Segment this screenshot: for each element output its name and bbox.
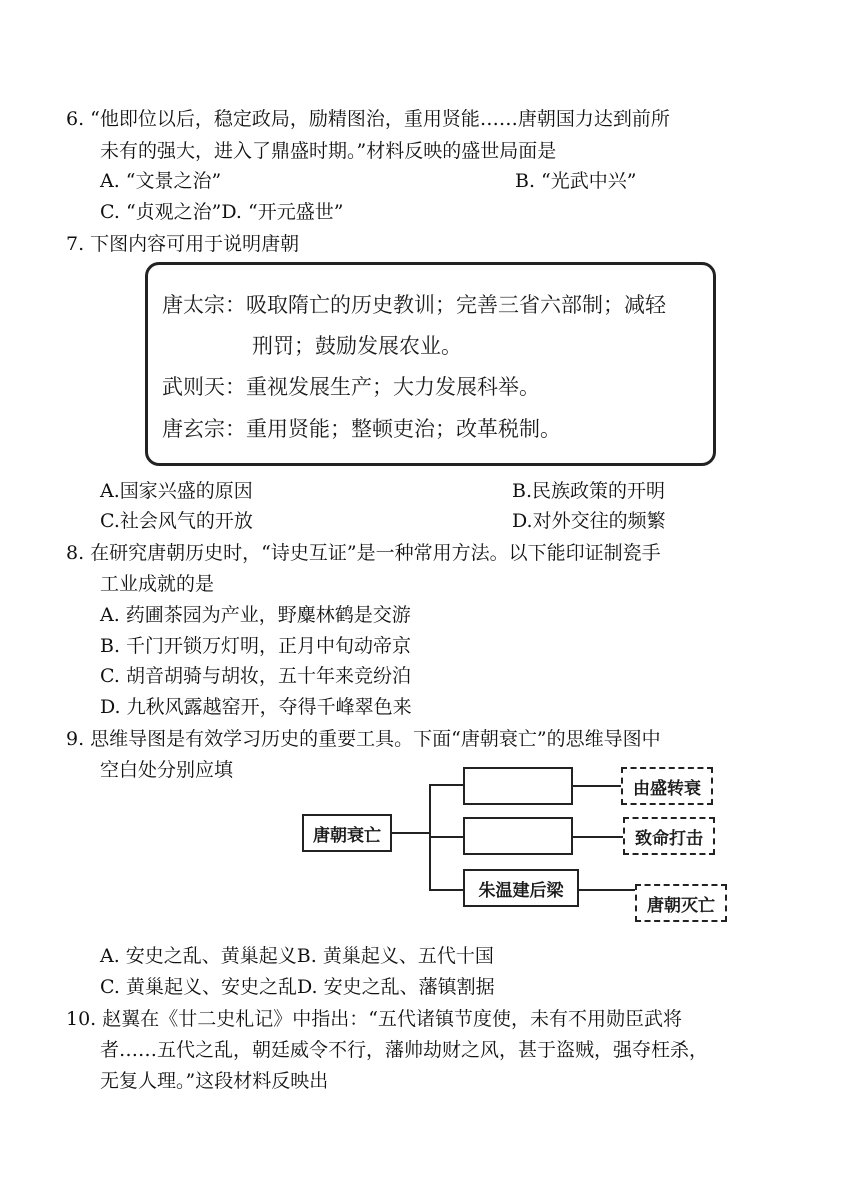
q6-option-a: A. “文景之治” xyxy=(100,170,222,192)
q7-option-b: B.民族政策的开明 xyxy=(512,480,666,502)
q7-box-line1: 唐太宗：吸取隋亡的历史教训；完善三省六部制；减轻 xyxy=(162,293,666,317)
q7-box-line4: 唐玄宗：重用贤能；整顿吏治；改革税制。 xyxy=(162,417,561,441)
q9-stem-line2: 空白处分别应填 xyxy=(100,759,234,781)
q8-option-a: A. 药圃茶园为产业，野麋林鹤是交游 xyxy=(100,604,411,626)
mindmap-blank-1 xyxy=(463,767,573,805)
q7-box-line2: 刑罚；鼓励发展农业。 xyxy=(252,334,462,358)
q6-option-b: B. “光武中兴” xyxy=(515,170,637,192)
q9-stem-line1: 9. 思维导图是有效学习历史的重要工具。下面“唐朝衰亡”的思维导图中 xyxy=(66,728,661,750)
q8-option-b: B. 千门开锁万灯明，正月中旬动帝京 xyxy=(100,635,412,657)
q9-option-cd: C. 黄巢起义、安史之乱D. 安史之乱、藩镇割据 xyxy=(100,976,495,998)
mindmap-result-1: 由盛转衰 xyxy=(621,767,713,805)
q7-stem: 7. 下图内容可用于说明唐朝 xyxy=(66,233,300,255)
mindmap-result-2: 致命打击 xyxy=(623,817,715,855)
q10-stem-line1: 10. 赵翼在《廿二史札记》中指出：“五代诸镇节度使，未有不用勋臣武将 xyxy=(66,1008,682,1030)
q8-option-c: C. 胡音胡骑与胡妆，五十年来竞纷泊 xyxy=(100,665,411,687)
mindmap-root: 唐朝衰亡 xyxy=(302,814,392,852)
q6-stem-line1: 6. “他即位以后，稳定政局，励精图治，重用贤能……唐朝国力达到前所 xyxy=(66,108,670,130)
mindmap-connector xyxy=(429,889,463,891)
q10-stem-line3: 无复人理。”这段材料反映出 xyxy=(100,1070,329,1092)
mindmap-connector xyxy=(392,832,430,834)
q8-stem-line2: 工业成就的是 xyxy=(100,573,215,595)
q9-option-ab: A. 安史之乱、黄巢起义B. 黄巢起义、五代十国 xyxy=(100,945,494,967)
q8-option-d: D. 九秋风露越窑开，夺得千峰翠色来 xyxy=(100,696,412,718)
mindmap-connector xyxy=(429,784,463,786)
mindmap-connector xyxy=(573,836,623,838)
mindmap-connector xyxy=(573,785,621,787)
q6-option-cd: C. “贞观之治”D. “开元盛世” xyxy=(100,201,344,223)
q7-option-d: D.对外交往的频繁 xyxy=(512,510,666,532)
mindmap-blank-2 xyxy=(463,817,573,855)
q7-option-a: A.国家兴盛的原因 xyxy=(100,480,253,502)
q7-material-box xyxy=(145,262,716,466)
mindmap-connector xyxy=(429,836,463,838)
mindmap-result-3: 唐朝灭亡 xyxy=(635,884,727,922)
q6-stem-line2: 未有的强大，进入了鼎盛时期。”材料反映的盛世局面是 xyxy=(100,140,557,162)
q7-option-c: C.社会风气的开放 xyxy=(100,510,253,532)
q8-stem-line1: 8. 在研究唐朝历史时，“诗史互证”是一种常用方法。以下能印证制瓷手 xyxy=(66,542,661,564)
q10-stem-line2: 者……五代之乱，朝廷威令不行，藩帅劫财之风，甚于盗贼，强夺枉杀， xyxy=(100,1039,709,1061)
mindmap-connector xyxy=(579,889,635,891)
mindmap-branch-3: 朱温建后梁 xyxy=(463,869,579,907)
q7-box-line3: 武则天：重视发展生产；大力发展科举。 xyxy=(162,375,540,399)
